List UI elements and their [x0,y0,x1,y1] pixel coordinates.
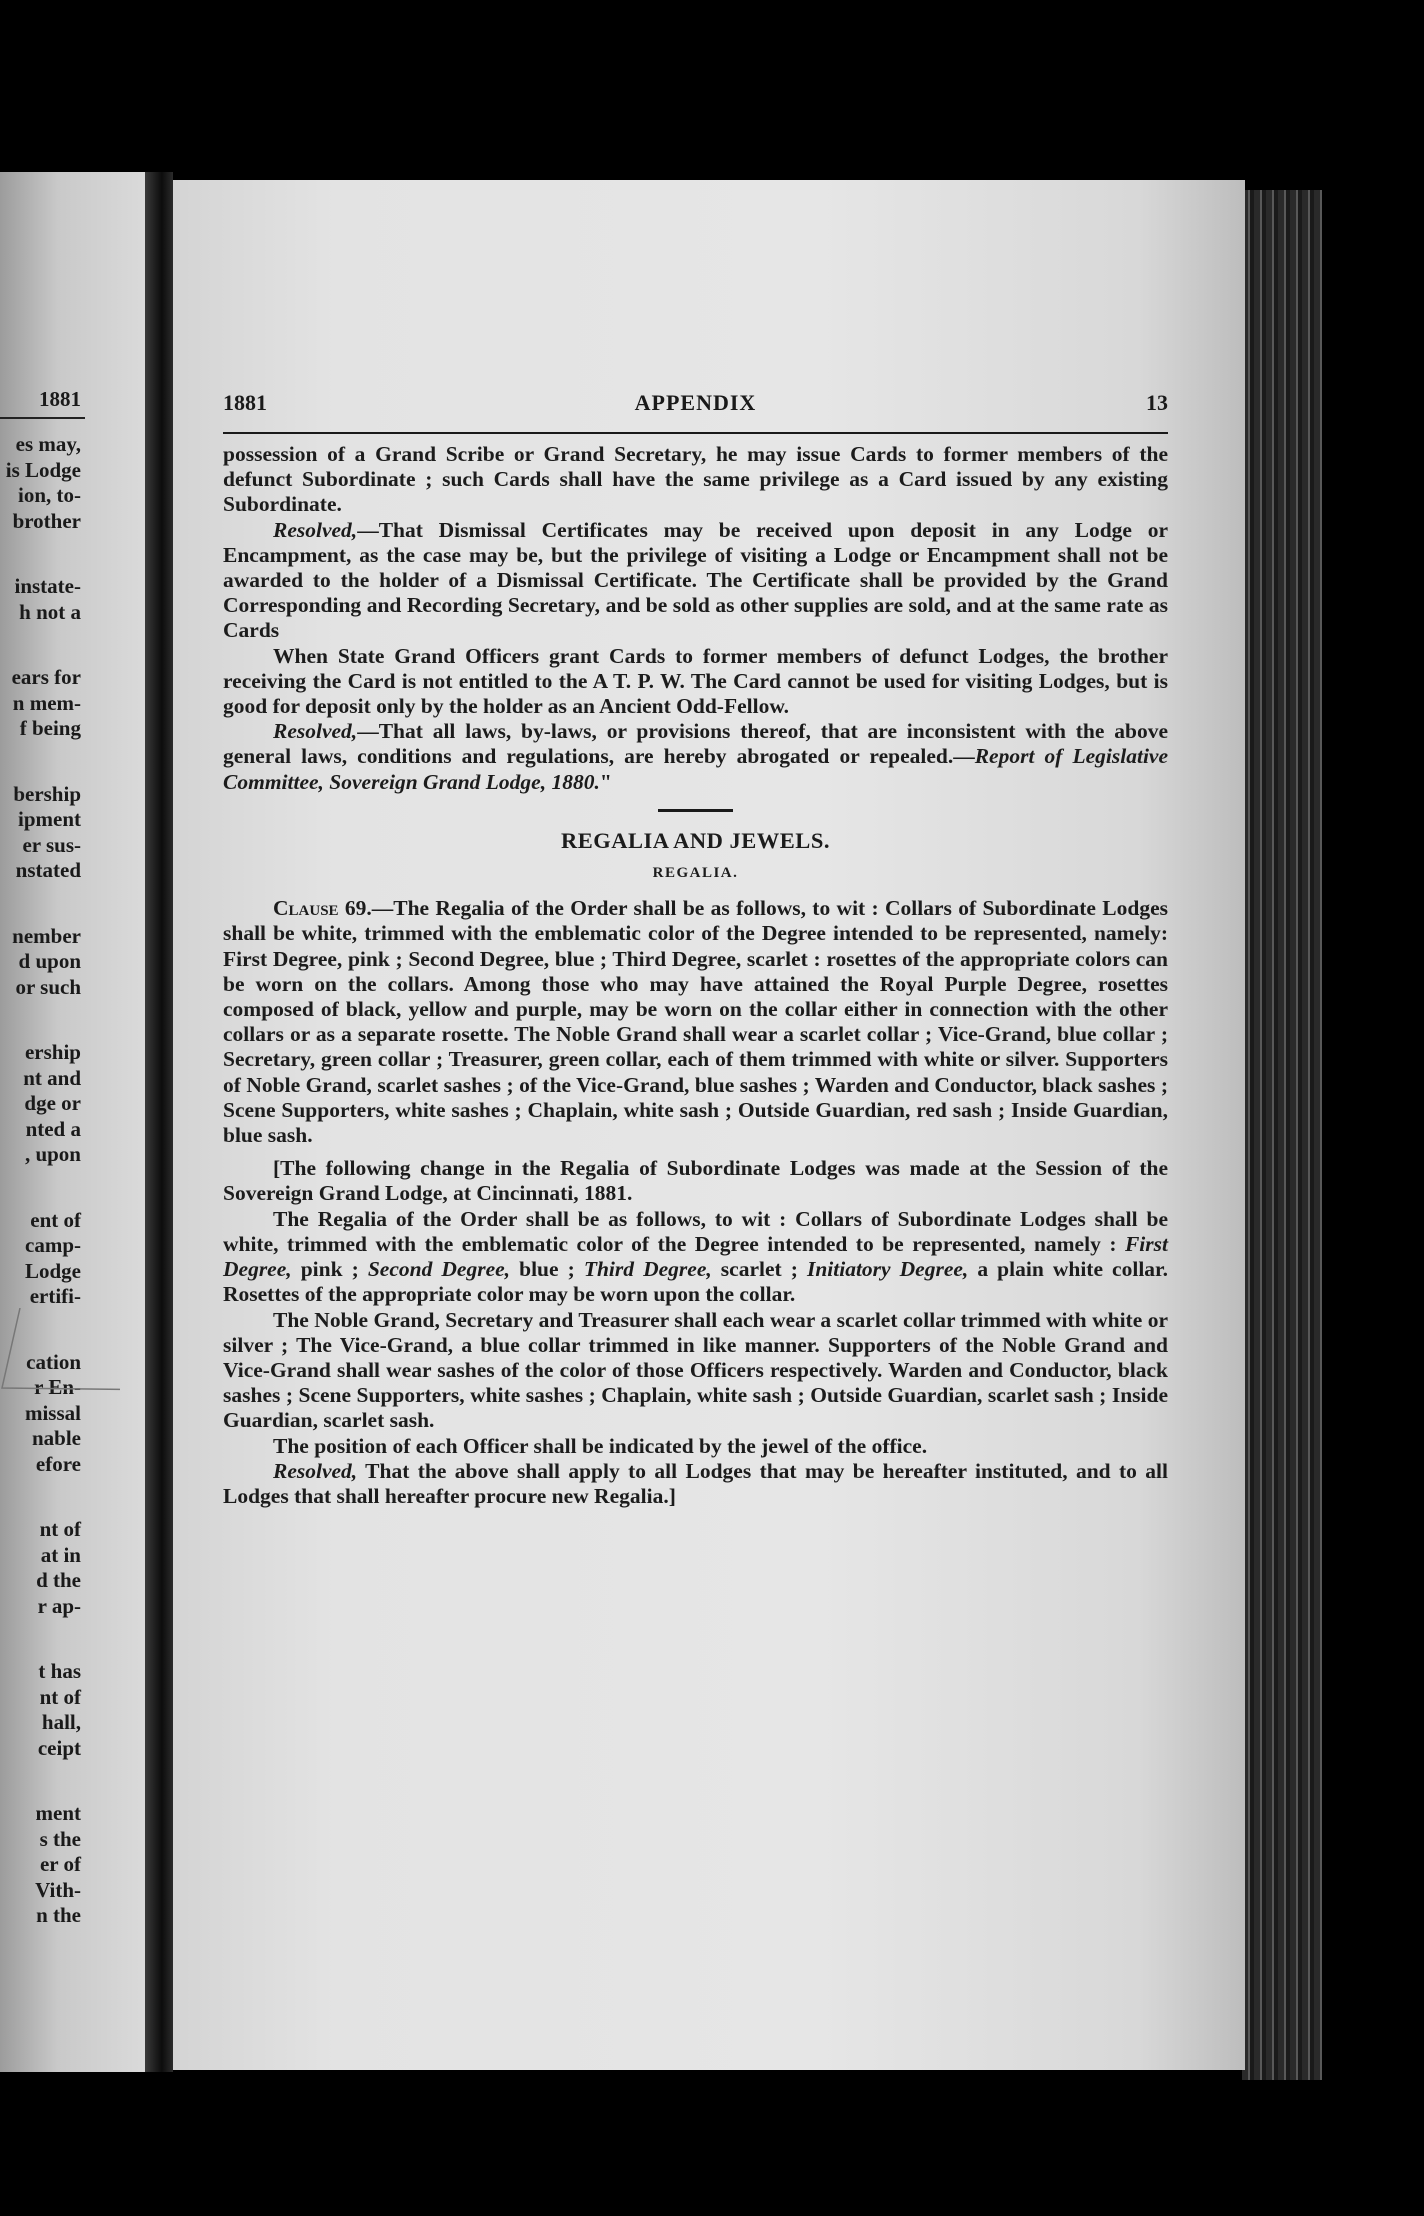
line-gap [0,1485,81,1517]
previous-page-line: dge or [24,1091,81,1115]
paragraph-following-change: [The following change in the Regalia of Subordinate Lodges was made at the Session of the Sovereign Grand Lodge, at Cincinnati, 1881. [223,1156,1168,1206]
previous-page-line: ership [24,1040,81,1064]
previous-page-line: n the [36,1903,81,1927]
previous-page-line: nember [12,923,81,948]
previous-page-line: at in [40,1542,81,1567]
previous-page-line: is Lodge [5,457,81,482]
previous-page-line: nt of [39,1684,81,1709]
previous-page-line: es may, [15,432,81,456]
previous-page [0,172,145,2072]
previous-page-line: cation [26,1349,81,1374]
previous-page-line: , upon [24,1142,81,1166]
subsection-heading: REGALIA. [652,865,739,882]
line-gap [0,1176,81,1208]
previous-page-line: Vith- [35,1877,81,1902]
previous-page-line: hall, [41,1710,81,1734]
resolved-lead: Resolved, [273,719,358,744]
previous-page-rule [0,417,85,419]
previous-page-line: brother [12,508,81,533]
line-gap [0,633,81,665]
paragraph-noble-grand: The Noble Grand, Secretary and Treasurer shall each wear a scarlet collar trimmed with white or silver ; The Vice-Grand, a blue collar trimmed in like manner. Supporters of the Noble Grand and Vice-Grand shall wear sashes of the color of those Officers respectively. Warden and Conductor, black sashes ; Scene Supporters, white sashes ; Chaplain, white sash ; Outside Guardian, scarlet sash ; Inside Guardian, scarlet sash. [223,1307,1168,1433]
running-head-title: APPENDIX [634,390,757,415]
previous-page-line: nable [31,1426,81,1450]
previous-page-line: ment [35,1801,81,1825]
line-gap [0,1769,81,1801]
previous-page-line: instate- [14,574,81,598]
clause-label: Clause [273,896,339,921]
previous-page-line: or such [15,974,81,999]
previous-page-line: ears for [11,665,81,689]
previous-page-line: d the [36,1568,81,1592]
header-rule [223,432,1168,434]
previous-page-line: s the [39,1826,81,1851]
previous-page-line: nt of [39,1517,81,1541]
previous-page-number: 1881 [39,387,81,411]
previous-page-line: er of [39,1852,81,1876]
previous-page-line: d upon [18,949,81,973]
paragraph-resolved-laws: Resolved,—That all laws, by-laws, or provisions thereof, that are inconsistent with the above general laws, conditions and regulations, are hereby abrogated or repealed.—Report of Legislative Committee, Sovereign Grand Lodge, 1880." [223,719,1169,794]
line-gap [0,1627,81,1659]
page-body [223,442,1168,1509]
page-edges [1242,190,1322,2080]
resolved-lead: Resolved, [273,1458,358,1483]
running-head [223,390,1168,422]
section-divider [658,809,733,812]
previous-page-line: r ap- [37,1593,81,1618]
citation: Report of Legislative Committee, Sovereign Grand Lodge, 1880. [223,744,1169,794]
paragraph-regalia-order: The Regalia of the Order shall be as follows, to wit : Collars of Subordinate Lodges shall be white, trimmed with the emblematic color of the Degree intended to be represented, namely : First Degree, pink ; Second Degree, blue ; Third Degree, scarlet ; Initiatory Degree, a plain white collar. Rosettes of the appropriate color may be worn upon the collar. [223,1206,1168,1307]
clause-number: 69. [344,896,372,921]
previous-page-line: r En- [34,1375,81,1399]
previous-page-line: h not a [19,599,81,624]
paragraph-position-officer: The position of each Officer shall be indicated by the jewel of the office. [273,1433,928,1458]
paragraph-resolved-dismissal: Resolved,—That Dismissal Certificates may be received upon deposit in any Lodge or Encampment, as the case may be, but the privilege of visiting a Lodge or Encampment shall not be awarded to the holder of a Dismissal Certificate. The Certificate shall be provided by the Grand Corresponding and Recording Secretary, and be sold as other supplies are sold, and at the same rate as Cards [223,517,1168,643]
line-gap [0,542,81,574]
previous-page-line: ion, to- [18,483,81,507]
previous-page-line: ent of [30,1207,81,1232]
line-gap [0,1008,81,1040]
clause-69: Clause 69.—The Regalia of the Order shall be as follows, to wit : Collars of Subordinate Lodges shall be white, trimmed with the emblematic color of the Degree intended to be represented, namely: First Degree, pink ; Second Degree, blue ; Third Degree, scarlet : rosettes of the appropriate colors can be worn on the collars. Among those who may have attained the Royal Purple Degree, rosettes composed of black, yellow and purple, may be worn on the collar either in connection with the other collars or as a separate rosette. The Noble Grand shall wear a scarlet collar ; Vice-Grand, blue collar ; Secretary, green collar ; Treasurer, green collar, each of them trimmed with white or silver. Supporters of Noble Grand, scarlet sashes ; of the Vice-Grand, blue sashes ; Warden and Conductor, black sashes ; Scene Supporters, white sashes ; Chaplain, white sash ; Outside Guardian, red sash ; Inside Guardian, blue sash. [223,896,1169,1148]
previous-page-line: nt and [23,1065,81,1090]
previous-page-line: camp- [25,1233,81,1257]
section-heading: REGALIA AND JEWELS. [561,827,830,853]
pencil-mark [0,1308,120,1408]
previous-page-line: efore [35,1451,81,1476]
previous-page-line: er sus- [22,832,81,857]
line-gap [0,750,81,782]
previous-page-line: ipment [18,807,81,831]
book-page [173,180,1245,2070]
previous-page-line: n mem- [12,690,81,715]
page-number: 13 [1146,390,1168,415]
previous-page-line: ceipt [37,1735,81,1760]
previous-page-line: t has [38,1659,81,1683]
previous-page-line: f being [19,716,81,740]
previous-page-line: bership [13,781,81,806]
line-gap [0,892,81,924]
previous-page-line: nstated [15,858,81,882]
previous-page-line: Lodge [24,1258,81,1283]
previous-page-line: missal [24,1400,81,1425]
book-gutter [145,172,173,2072]
paragraph-resolved-regalia: Resolved, That the above shall apply to all Lodges that may be hereafter instituted, and to all Lodges that shall hereafter procure new Regalia.] [223,1458,1168,1508]
previous-page-line: ertifi- [29,1284,81,1308]
resolved-lead: Resolved, [273,517,358,542]
previous-page-text [0,432,81,1929]
paragraph-possession: possession of a Grand Scribe or Grand Secretary, he may issue Cards to former members of the defunct Subordinate ; such Cards shall have the same privilege as a Card issued by any existing Subordinate. [223,442,1168,517]
previous-page-line: nted a [25,1116,81,1141]
paragraph-state-grand-officers: When State Grand Officers grant Cards to former members of defunct Lodges, the brother receiving the Card is not entitled to the A T. P. W. The Card cannot be used for visiting Lodges, but is good for deposit only by the holder as an Ancient Odd-Fellow. [223,643,1168,719]
running-head-year: 1881 [223,390,267,415]
